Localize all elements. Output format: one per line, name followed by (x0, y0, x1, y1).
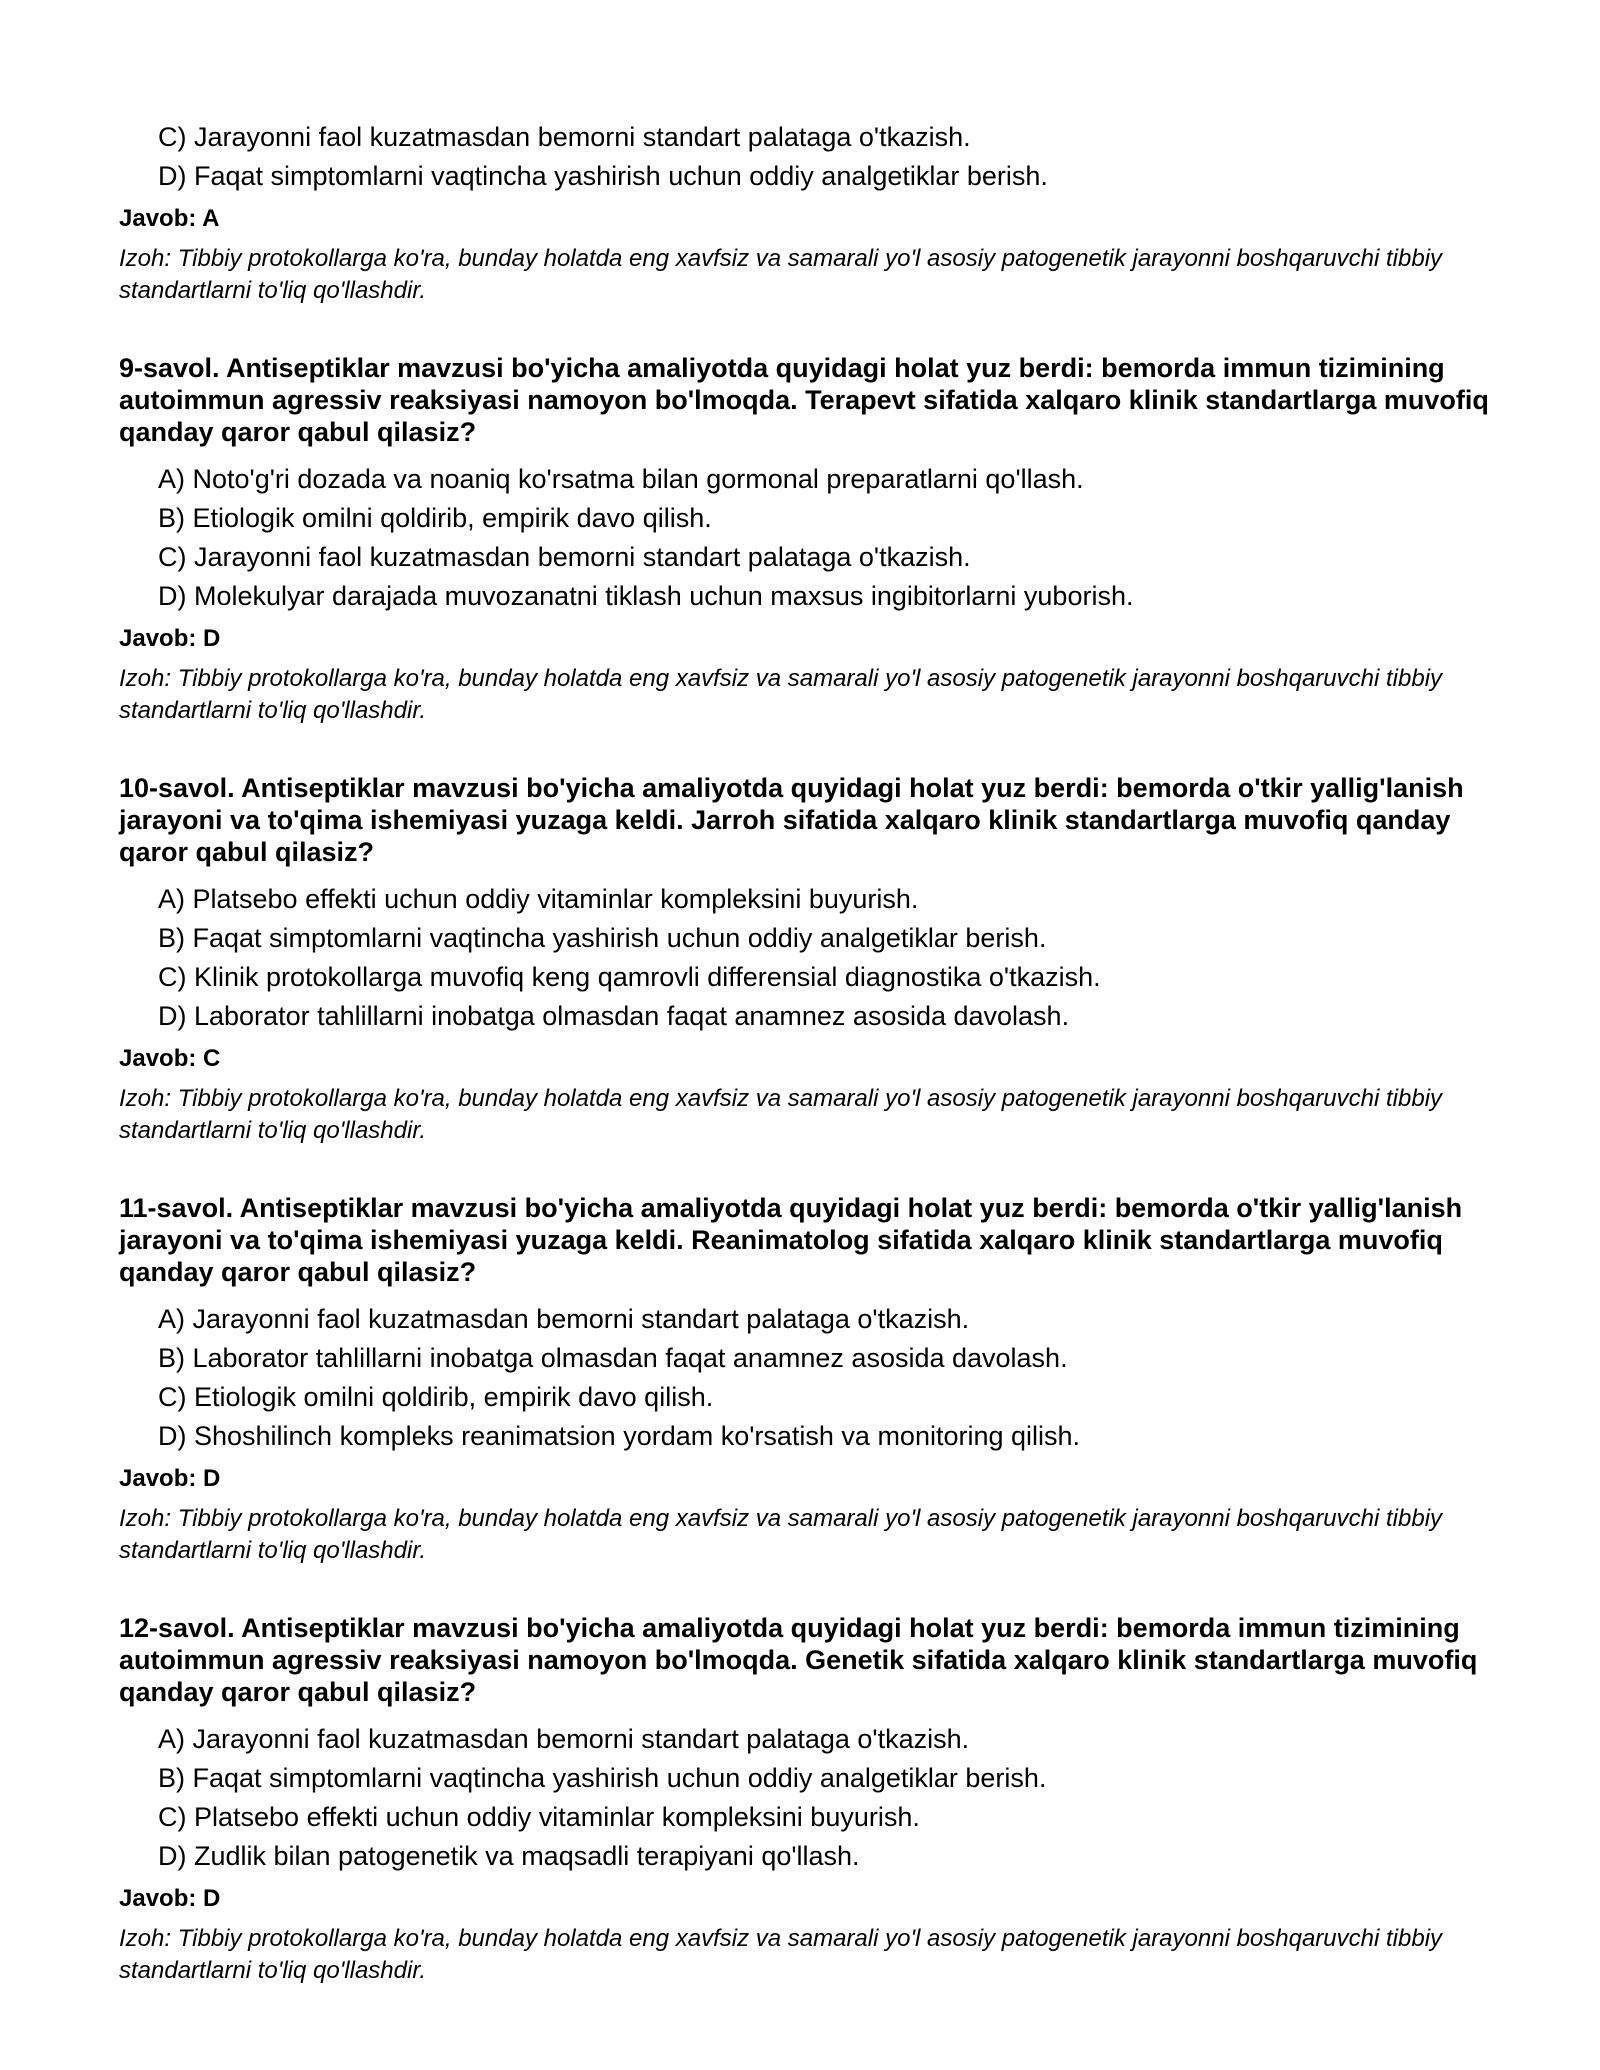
explanation-note: Izoh: Tibbiy protokollarga ko'ra, bunday holatda eng xavfsiz va samarali yo'l asosiy patogenetik jarayonni boshqaruvchi tibbiy standartlarni to'liq qo'llashdir. (119, 245, 1443, 304)
answer-option: D) Laborator tahlillarni inobatga olmasdan faqat anamnez asosida davolash. (158, 1001, 1070, 1031)
question-block-10 (119, 772, 1490, 1147)
answer-option: A) Jarayonni faol kuzatmasdan bemorni standart palataga o'tkazish. (158, 1304, 970, 1334)
answer-option: A) Platsebo effekti uchun oddiy vitaminlar kompleksini buyurish. (158, 884, 919, 914)
answer-option: C) Klinik protokollarga muvofiq keng qamrovli differensial diagnostika o'tkazish. (158, 962, 1101, 992)
question-block-12 (119, 1612, 1490, 1987)
explanation-note: Izoh: Tibbiy protokollarga ko'ra, bunday holatda eng xavfsiz va samarali yo'l asosiy patogenetik jarayonni boshqaruvchi tibbiy standartlarni to'liq qo'llashdir. (119, 665, 1443, 724)
explanation-note: Izoh: Tibbiy protokollarga ko'ra, bunday holatda eng xavfsiz va samarali yo'l asosiy patogenetik jarayonni boshqaruvchi tibbiy standartlarni to'liq qo'llashdir. (119, 1085, 1443, 1144)
answer-option: B) Laborator tahlillarni inobatga olmasdan faqat anamnez asosida davolash. (158, 1343, 1068, 1373)
answer-option: A) Noto'g'ri dozada va noaniq ko'rsatma bilan gormonal preparatlarni qo'llash. (158, 464, 1084, 494)
answer-option: A) Jarayonni faol kuzatmasdan bemorni standart palataga o'tkazish. (158, 1724, 970, 1754)
answer-option: C) Platsebo effekti uchun oddiy vitaminlar kompleksini buyurish. (158, 1802, 920, 1832)
answer-option: C) Etiologik omilni qoldirib, empirik davo qilish. (158, 1382, 714, 1412)
question-text: 10-savol. Antiseptiklar mavzusi bo'yicha amaliyotda quyidagi holat yuz berdi: bemorda o'tkir yallig'lanish jarayoni va to'qima ishemiyasi yuzaga keldi. Jarroh sifatida xalqaro klinik standartlarga muvofiq qanday qaror qabul qilasiz? (119, 773, 1464, 867)
correct-answer: Javob: D (119, 1885, 221, 1912)
correct-answer: Javob: A (119, 205, 220, 232)
answer-option: C) Jarayonni faol kuzatmasdan bemorni standart palataga o'tkazish. (158, 122, 971, 152)
answer-option: C) Jarayonni faol kuzatmasdan bemorni standart palataga o'tkazish. (158, 542, 971, 572)
question-text: 12-savol. Antiseptiklar mavzusi bo'yicha amaliyotda quyidagi holat yuz berdi: bemorda immun tizimining autoimmun agressiv reaksiyasi namoyon bo'lmoqda. Genetik sifatida xalqaro klinik standartlarga muvofiq qanday qaror qabul qilasiz? (119, 1613, 1478, 1707)
question-block-partial (119, 118, 1490, 307)
answer-option: B) Faqat simptomlarni vaqtincha yashirish uchun oddiy analgetiklar berish. (158, 1763, 1047, 1793)
answer-option: D) Molekulyar darajada muvozanatni tiklash uchun maxsus ingibitorlarni yuborish. (158, 581, 1134, 611)
question-block-9 (119, 352, 1490, 727)
explanation-note: Izoh: Tibbiy protokollarga ko'ra, bunday holatda eng xavfsiz va samarali yo'l asosiy patogenetik jarayonni boshqaruvchi tibbiy standartlarni to'liq qo'llashdir. (119, 1925, 1443, 1984)
correct-answer: Javob: C (119, 1045, 221, 1072)
answer-option: B) Etiologik omilni qoldirib, empirik davo qilish. (158, 503, 712, 533)
question-block-11 (119, 1192, 1490, 1567)
answer-option: D) Shoshilinch kompleks reanimatsion yordam ko'rsatish va monitoring qilish. (158, 1421, 1081, 1451)
explanation-note: Izoh: Tibbiy protokollarga ko'ra, bunday holatda eng xavfsiz va samarali yo'l asosiy patogenetik jarayonni boshqaruvchi tibbiy standartlarni to'liq qo'llashdir. (119, 1505, 1443, 1564)
question-text: 9-savol. Antiseptiklar mavzusi bo'yicha amaliyotda quyidagi holat yuz berdi: bemorda immun tizimining autoimmun agressiv reaksiyasi namoyon bo'lmoqda. Terapevt sifatida xalqaro klinik standartlarga muvofiq qanday qaror qabul qilasiz? (119, 353, 1489, 447)
answer-option: D) Zudlik bilan patogenetik va maqsadli terapiyani qo'llash. (158, 1841, 860, 1871)
answer-option: B) Faqat simptomlarni vaqtincha yashirish uchun oddiy analgetiklar berish. (158, 923, 1047, 953)
question-text: 11-savol. Antiseptiklar mavzusi bo'yicha amaliyotda quyidagi holat yuz berdi: bemorda o'tkir yallig'lanish jarayoni va to'qima ishemiyasi yuzaga keldi. Reanimatolog sifatida xalqaro klinik standartlarga muvofiq qanday qaror qabul qilasiz? (119, 1193, 1463, 1287)
correct-answer: Javob: D (119, 1465, 221, 1492)
answer-option: D) Faqat simptomlarni vaqtincha yashirish uchun oddiy analgetiklar berish. (158, 161, 1048, 191)
correct-answer: Javob: D (119, 625, 221, 652)
